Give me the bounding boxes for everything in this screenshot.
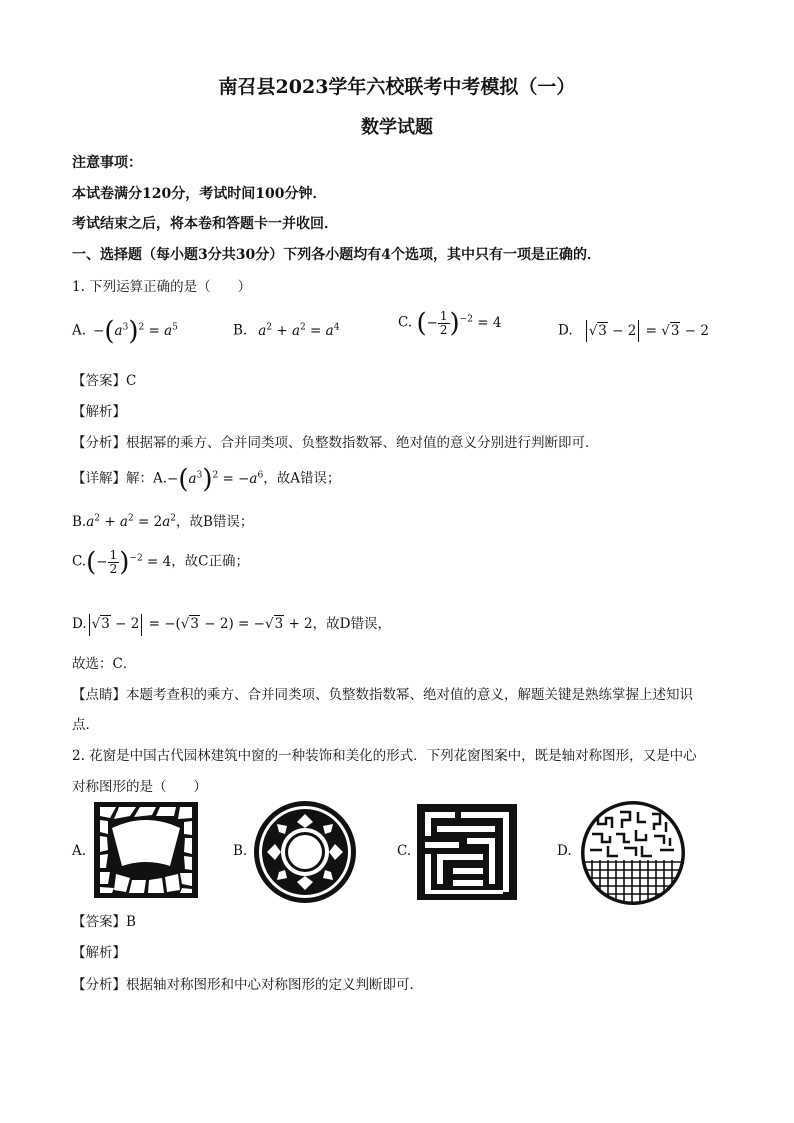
q1-option-c-label: C. xyxy=(398,314,413,331)
window-pattern-b-image xyxy=(253,800,357,904)
question-1-stem: 1. 下列运算正确的是（ ） xyxy=(72,279,252,295)
question-2-stem-line-1: 2. 花窗是中国古代园林建筑中窗的一种装饰和美化的形式．下列花窗图案中，既是轴对称图形，又是中心 xyxy=(72,748,697,764)
q1-detail-c-prefix: C. xyxy=(72,553,87,570)
q2-fenxi: 【分析】根据轴对称图形和中心对称图形的定义判断即可． xyxy=(72,977,423,993)
q1-option-a-label: A. xyxy=(72,322,87,339)
q1-answer: 【答案】C xyxy=(72,373,137,389)
q1-detail-d xyxy=(72,612,391,636)
q1-option-a xyxy=(72,318,178,344)
q2-answer: 【答案】B xyxy=(72,914,136,930)
notice-heading: 注意事项： xyxy=(72,155,142,171)
q1-detail-d-prefix: D. xyxy=(72,616,87,632)
q1-detail-d-tail: ，故D错误， xyxy=(312,616,391,632)
window-pattern-c-image xyxy=(417,804,517,900)
window-pattern-d-image xyxy=(580,800,686,906)
notice-line-1: 本试卷满分120分，考试时间100分钟． xyxy=(72,186,327,202)
q1-comment-line-2: 点． xyxy=(72,717,99,733)
q1-fenxi: 【分析】根据幂的乘方、合并同类项、负整数指数幂、绝对值的意义分别进行判断即可． xyxy=(72,435,599,451)
q1-analysis-tag: 【解析】 xyxy=(72,404,126,420)
q1-option-d-formula: √3 − 2 = √3 − 2 xyxy=(577,323,709,339)
q1-comment-line-1: 【点睛】本题考查积的乘方、合并同类项、负整数指数幂、绝对值的意义，解题关键是熟练掌握上述知识 xyxy=(72,687,693,703)
question-2-stem-line-2: 对称图形的是（ ） xyxy=(72,779,207,795)
q1-detail-b-tail: ，故B错误； xyxy=(176,514,254,530)
q1-detail-c-tail: ，故C正确； xyxy=(171,553,250,570)
q1-detail-b-prefix: B. xyxy=(72,514,87,530)
q1-option-b-label: B. xyxy=(233,322,248,339)
q2-option-d-label: D. xyxy=(557,843,572,859)
page-title: 南召县2023学年六校联考中考模拟（一） xyxy=(218,76,576,98)
section-heading: 一、选择题（每小题3分共30分）下列各小题均有4个选项，其中只有一项是正确的． xyxy=(72,247,601,263)
window-pattern-a-image xyxy=(94,802,198,898)
q2-option-c-label: C. xyxy=(397,843,412,859)
q2-analysis-tag: 【解析】 xyxy=(72,945,126,961)
q1-detail-b-formula: $a^2 + a^2 = 2a^2$ xyxy=(86,513,176,530)
q1-detail-c-formula: (− $\frac{1}{2}$ )$^{-2}$ = 4 xyxy=(86,547,172,578)
q1-detail-a-tail: ，故A错误； xyxy=(263,470,341,487)
q1-detail-c xyxy=(72,547,250,578)
notice-line-2: 考试结束之后，将本卷和答题卡一并收回． xyxy=(72,216,338,232)
q1-option-a-formula: $-(a^3)^2 = a^5$ xyxy=(90,316,178,346)
q1-option-c xyxy=(398,308,502,339)
q1-detail-d-formula: √3 − 2 = −(√3 − 2) = −√3 + 2 xyxy=(87,616,313,632)
q1-detail-a-formula: $-(a^3)^2 = -a^6$ xyxy=(167,464,264,494)
q1-choose: 故选：C． xyxy=(72,656,137,672)
page-subtitle: 数学试题 xyxy=(361,117,433,138)
q1-option-d-label: D. xyxy=(558,322,573,339)
q1-option-b-formula: $a^2 + a^2 = a^4$ xyxy=(251,322,340,339)
q2-option-b-label: B. xyxy=(233,843,248,859)
q1-detail-a xyxy=(72,466,340,492)
q1-detail-b xyxy=(72,510,253,530)
q1-option-d xyxy=(558,320,709,342)
q1-option-c-formula: (− $\frac{1}{2}$ )$^{-2}$ = 4 xyxy=(416,308,502,339)
q1-detail-prefix: 【详解】解：A. xyxy=(72,470,168,487)
q1-option-b xyxy=(233,322,339,339)
q2-option-a-label: A. xyxy=(72,843,87,859)
